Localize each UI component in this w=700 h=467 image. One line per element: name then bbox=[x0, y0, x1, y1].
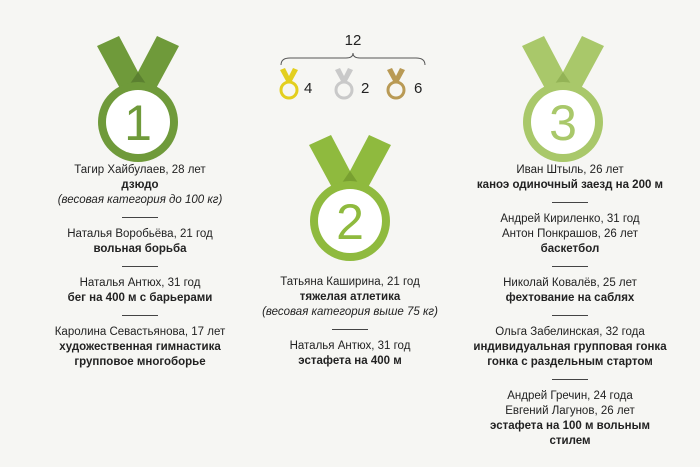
gold-medal-icon bbox=[278, 68, 300, 102]
medal-summary bbox=[278, 32, 428, 107]
athlete-name: Иван Штыль, 26 лет bbox=[516, 164, 624, 176]
sport-name: каноэ одиночный заезд на 200 м bbox=[476, 179, 664, 191]
divider bbox=[552, 315, 588, 316]
silver-count: 2 bbox=[361, 80, 370, 97]
divider bbox=[332, 329, 368, 330]
divider bbox=[552, 379, 588, 380]
sport-name: дзюдо bbox=[121, 179, 159, 191]
third-place-list bbox=[470, 163, 670, 449]
sport-name: групповое многоборье bbox=[74, 356, 206, 368]
list-item bbox=[50, 325, 230, 370]
sport-name: эстафета на 400 м bbox=[298, 355, 402, 367]
list-item bbox=[260, 339, 440, 369]
sport-name: вольная борьба bbox=[93, 243, 187, 255]
list-item bbox=[470, 163, 670, 193]
second-place-list bbox=[260, 275, 440, 369]
sport-name: эстафета на 100 м вольным стилем bbox=[490, 420, 650, 447]
athlete-name: Евгений Лагунов, 26 лет bbox=[505, 405, 635, 417]
athlete-name: Татьяна Каширина, 21 год bbox=[280, 276, 420, 288]
first-place-list bbox=[50, 163, 230, 370]
athlete-name: Николай Ковалёв, 25 лет bbox=[503, 277, 637, 289]
athlete-name: Наталья Антюх, 31 год bbox=[289, 340, 411, 352]
athlete-name: Каролина Севастьянова, 17 лет bbox=[54, 326, 226, 338]
sport-name: тяжелая атлетика bbox=[299, 291, 401, 303]
total-medals: 12 bbox=[344, 32, 362, 49]
list-item bbox=[50, 276, 230, 306]
medal-3-number: 3 bbox=[549, 95, 577, 151]
divider bbox=[552, 266, 588, 267]
list-item bbox=[260, 275, 440, 320]
sport-name: фехтование на саблях bbox=[505, 292, 635, 304]
athlete-name: Ольга Забелинская, 32 года bbox=[495, 326, 645, 338]
silver-medal-icon bbox=[333, 68, 355, 102]
athlete-name: Андрей Кириленко, 31 год bbox=[500, 213, 640, 225]
list-item bbox=[50, 163, 230, 208]
athlete-name: Наталья Антюх, 31 год bbox=[79, 277, 201, 289]
sport-name: гонка с раздельным стартом bbox=[487, 356, 653, 368]
sport-name: индивидуальная групповая гонка bbox=[473, 341, 667, 353]
weight-category: (весовая категория выше 75 кг) bbox=[262, 306, 438, 318]
first-place-medal-icon bbox=[91, 36, 185, 170]
list-item bbox=[470, 212, 670, 257]
second-place-medal-icon bbox=[303, 135, 397, 269]
list-item bbox=[470, 276, 670, 306]
medal-1-number: 1 bbox=[124, 95, 152, 151]
divider bbox=[122, 315, 158, 316]
sport-name: баскетбол bbox=[540, 243, 600, 255]
divider bbox=[552, 202, 588, 203]
divider bbox=[122, 266, 158, 267]
athlete-name: Наталья Воробьёва, 21 год bbox=[67, 228, 213, 240]
summary-brace-icon bbox=[278, 52, 428, 66]
sport-name: художественная гимнастика bbox=[59, 341, 221, 353]
third-place-medal-icon bbox=[516, 36, 610, 170]
medal-2-number: 2 bbox=[336, 194, 364, 250]
list-item bbox=[470, 325, 670, 370]
athlete-name: Антон Понкрашов, 26 лет bbox=[501, 228, 639, 240]
list-item bbox=[50, 227, 230, 257]
athlete-name: Андрей Гречин, 24 года bbox=[507, 390, 633, 402]
sport-name: бег на 400 м с барьерами bbox=[67, 292, 213, 304]
bronze-count: 6 bbox=[414, 80, 423, 97]
weight-category: (весовая категория до 100 кг) bbox=[57, 194, 223, 206]
divider bbox=[122, 217, 158, 218]
bronze-medal-icon bbox=[385, 68, 407, 102]
gold-count: 4 bbox=[304, 80, 313, 97]
list-item bbox=[470, 389, 670, 449]
athlete-name: Тагир Хайбулаев, 28 лет bbox=[74, 164, 206, 176]
